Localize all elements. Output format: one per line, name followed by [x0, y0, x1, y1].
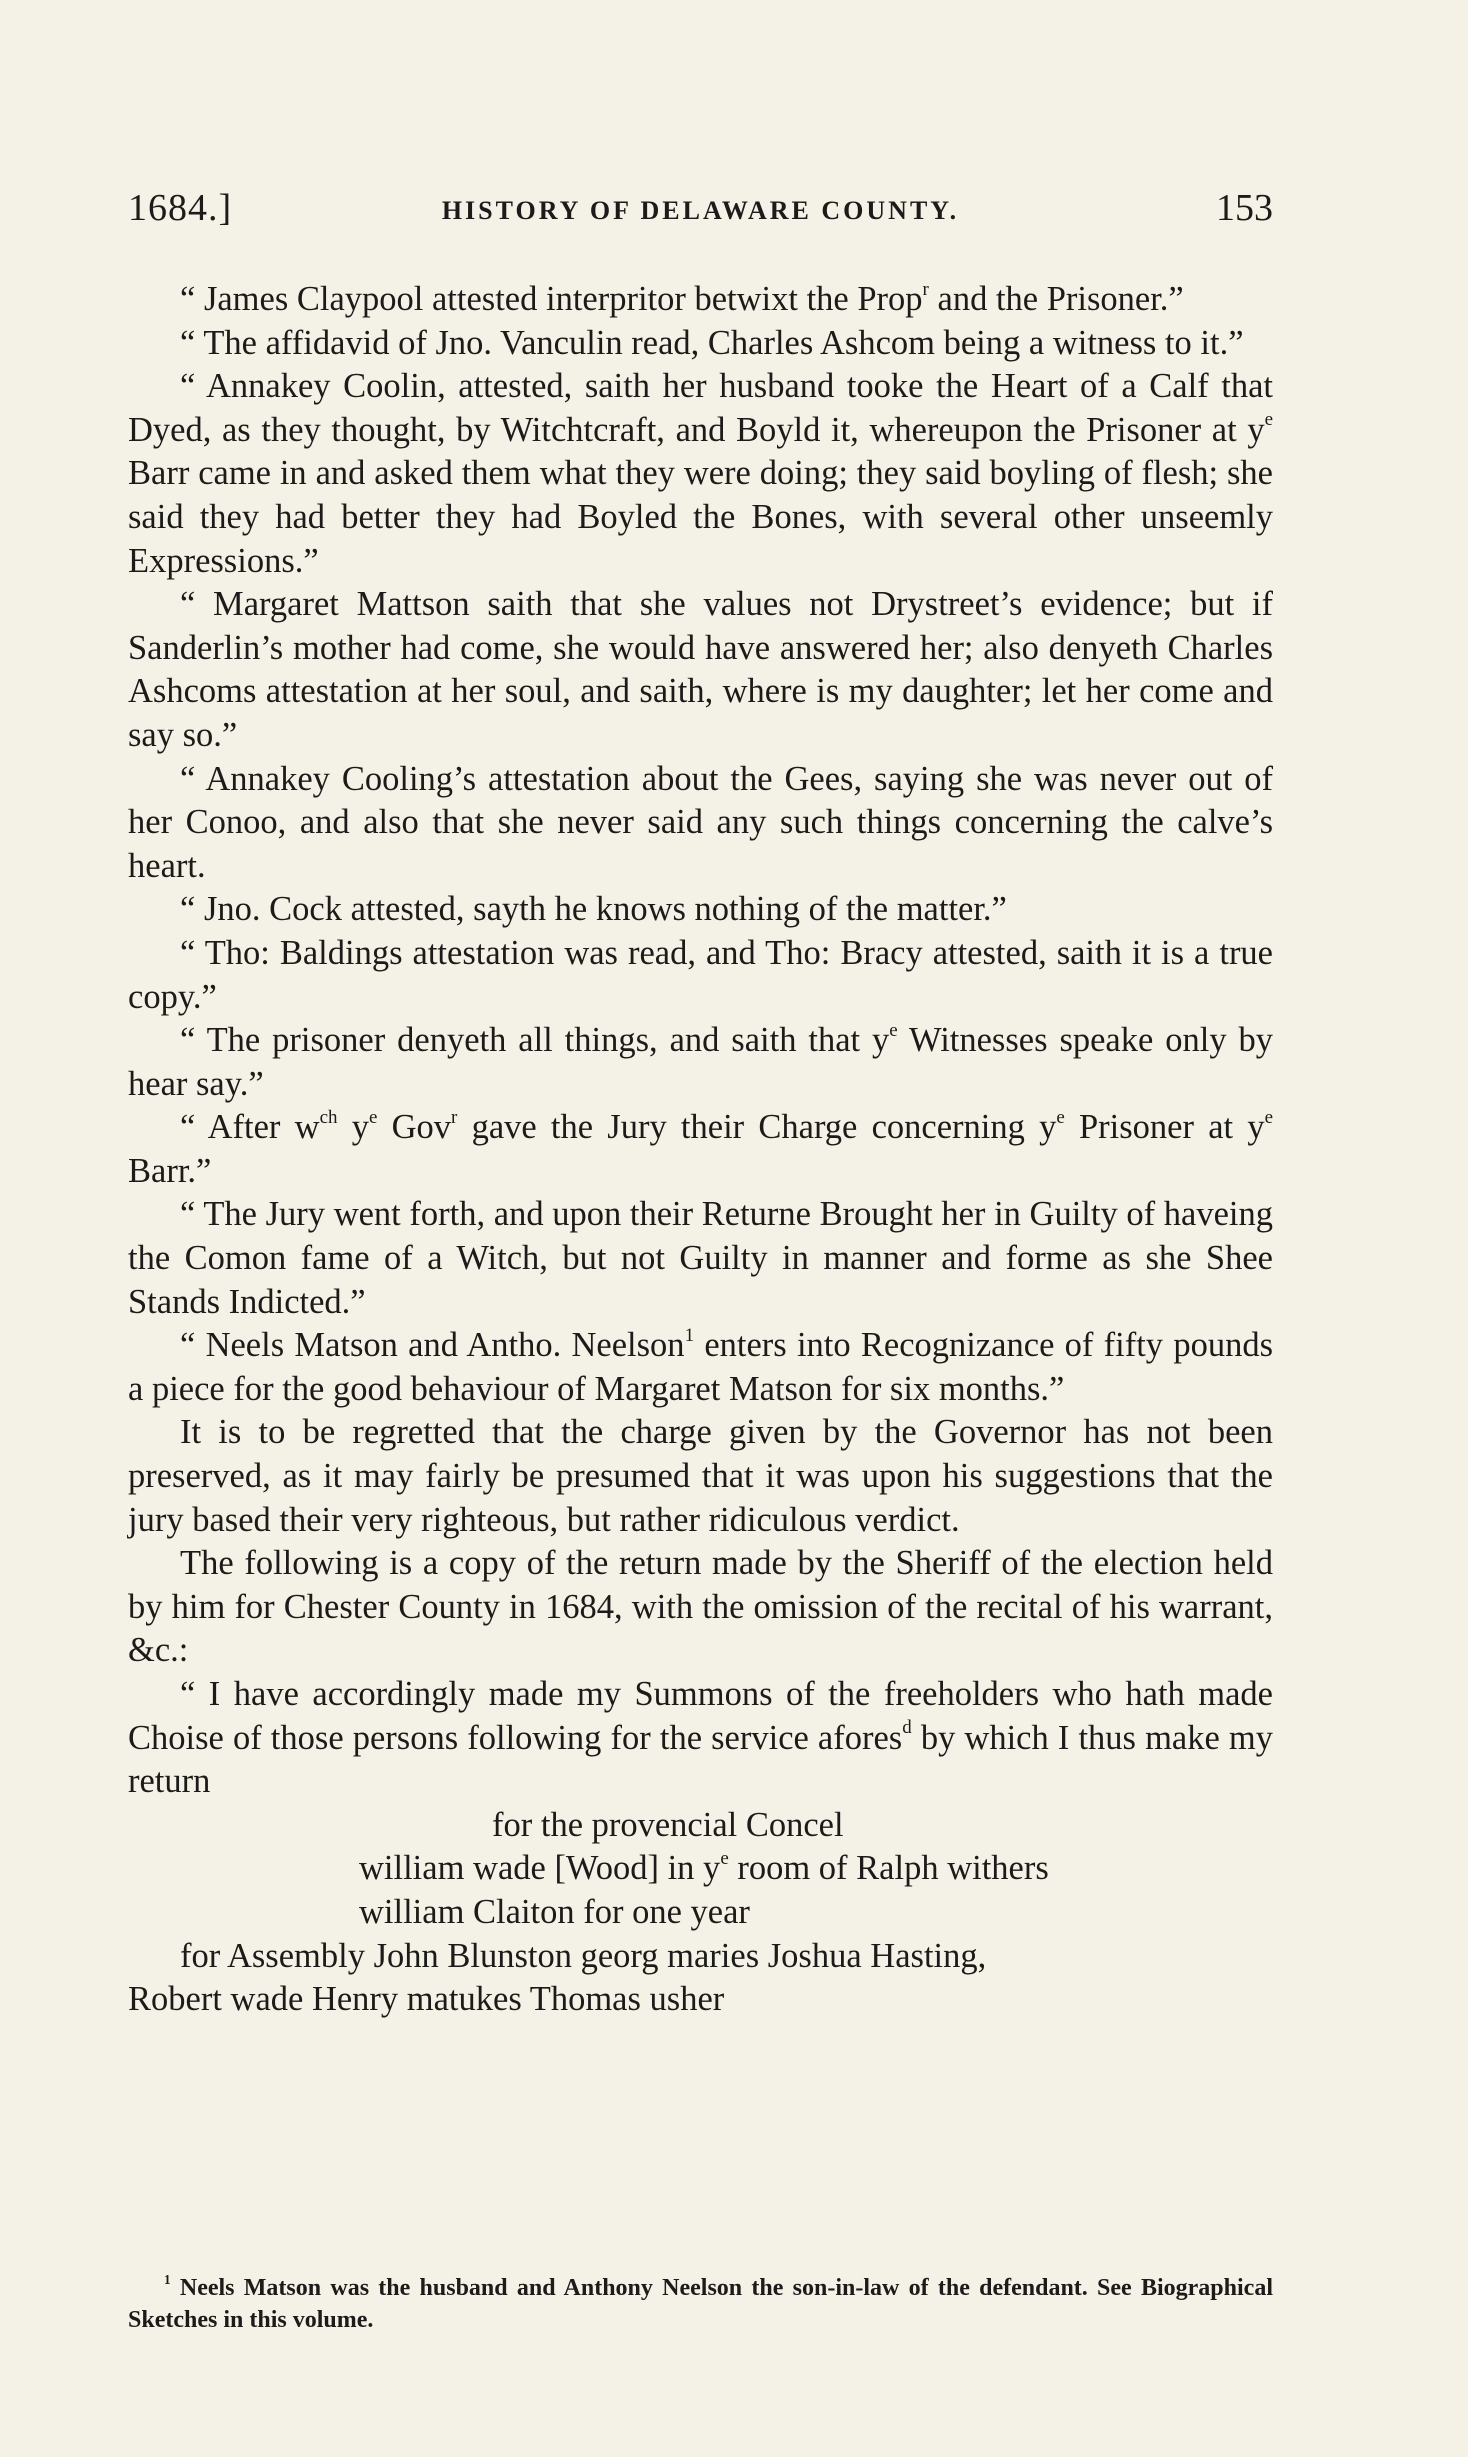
footnote — [128, 2272, 1273, 2336]
page-body — [128, 278, 1273, 2022]
paragraph-text: “ Annakey Coolin, attested, saith her husband tooke the Heart of a Calf that Dyed, as they thought, by Witchtcraft, and Boyld it, whereupon the Prisoner at y — [128, 367, 1273, 449]
superscript: r — [451, 1106, 458, 1128]
return-line-council-member-1 — [128, 1847, 1273, 1891]
paragraph-text: It is to be regretted that the charge given by the Governor has not been preserved, as it may fairly be presumed that it was upon his suggestions that the jury based their very righteous, but rather ridiculous verdict. — [128, 1413, 1273, 1539]
superscript: 1 — [684, 1324, 695, 1346]
superscript: r — [922, 278, 929, 300]
paragraph — [128, 278, 1273, 322]
paragraph — [128, 758, 1273, 889]
return-text: william wade [Wood] in y — [359, 1849, 721, 1888]
paragraph — [128, 1542, 1273, 1673]
paragraph — [128, 583, 1273, 757]
paragraph — [128, 932, 1273, 1019]
superscript: e — [1264, 1106, 1273, 1128]
header-title: HISTORY OF DELAWARE COUNTY. — [441, 196, 960, 225]
paragraph — [128, 1193, 1273, 1324]
paragraph-text: “ The prisoner denyeth all things, and saith that y — [180, 1021, 890, 1060]
paragraph — [128, 1324, 1273, 1411]
paragraph — [128, 888, 1273, 932]
paragraph — [128, 365, 1273, 583]
paragraph — [128, 1411, 1273, 1542]
paragraph-text: y — [337, 1108, 369, 1147]
return-line-assembly: for Assembly John Blunston georg maries Joshua Hasting, — [180, 1936, 987, 1975]
paragraph-text: “ Margaret Mattson saith that she values not Drystreet’s evidence; but if Sanderlin’s mother had come, she would have answered her; also denyeth Charles Ashcoms attestation at her soul, and saith, where is my daughter; let her come and say so.” — [128, 585, 1273, 754]
paragraph-text: Barr came in and asked them what they were doing; they said boyling of flesh; she said they had better they had Boyled the Bones, with several other unseemly Expressions.” — [128, 454, 1273, 580]
footnote-marker: 1 — [164, 2272, 171, 2288]
paragraph-text: gave the Jury their Charge concerning y — [457, 1108, 1057, 1147]
running-header — [128, 186, 1273, 246]
return-line-council-heading: for the provencial Concel — [492, 1805, 844, 1844]
superscript: e — [720, 1848, 729, 1870]
paragraph-text: “ Neels Matson and Antho. Neelson — [180, 1326, 685, 1365]
paragraph — [128, 1106, 1273, 1193]
paragraph-text: “ The affidavid of Jno. Vanculin read, Charles Ashcom being a witness to it.” — [180, 323, 1244, 362]
paragraph-text: enters into Recognizance of fifty pounds a piece for the good behaviour of Margaret Matson for six months.” — [128, 1326, 1273, 1408]
superscript: e — [368, 1106, 378, 1128]
paragraph-text: Barr.” — [128, 1151, 212, 1190]
page-number: 153 — [1216, 187, 1273, 229]
footnote-text: Neels Matson was the husband and Anthony Neelson the son-in-law of the defendant. See Biographical Sketches in this volume. — [128, 2275, 1273, 2333]
superscript: ch — [319, 1106, 338, 1128]
paragraph-text: “ James Claypool attested interpritor betwixt the Prop — [180, 280, 923, 318]
superscript: d — [902, 1717, 912, 1739]
return-line-assembly-cont: Robert wade Henry matukes Thomas usher — [128, 1980, 725, 2019]
paragraph-text: Prisoner at y — [1064, 1108, 1265, 1147]
header-year: 1684.] — [128, 187, 233, 229]
paragraph-text: Gov — [377, 1108, 452, 1147]
superscript: e — [1264, 409, 1273, 431]
superscript: e — [1056, 1106, 1065, 1128]
paragraph-text: by which I thus make my return — [128, 1718, 1273, 1801]
paragraph-text: and the Prisoner.” — [928, 280, 1184, 318]
paragraph-text: “ Tho: Baldings attestation was read, and Tho: Bracy attested, saith it is a true copy.” — [128, 933, 1273, 1016]
paragraph-text: “ I have accordingly made my Summons of the freeholders who hath made Choise of those persons following for the service afores — [128, 1675, 1273, 1757]
paragraph-text: “ Jno. Cock attested, sayth he knows nothing of the matter.” — [180, 890, 1007, 929]
superscript: e — [889, 1019, 898, 1041]
return-text: room of Ralph withers — [728, 1849, 1049, 1888]
paragraph-list — [128, 278, 1273, 1804]
paragraph-text: Witnesses speake only by hear say.” — [128, 1021, 1273, 1103]
return-line-council-member-2: william Claiton for one year — [359, 1892, 750, 1931]
paragraph — [128, 322, 1273, 366]
paragraph — [128, 1673, 1273, 1804]
paragraph — [128, 1019, 1273, 1106]
paragraph-text: “ Annakey Cooling’s attestation about the Gees, saying she was never out of her Conoo, and also that she never said any such things concerning the calve’s heart. — [128, 759, 1273, 885]
paragraph-text: “ After w — [180, 1108, 320, 1147]
paragraph-text: “ The Jury went forth, and upon their Returne Brought her in Guilty of haveing the Comon fame of a Witch, but not Guilty in manner and forme as she Shee Stands Indicted.” — [128, 1195, 1273, 1321]
paragraph-text: The following is a copy of the return made by the Sheriff of the election held by him for Chester County in 1684, with the omission of the recital of his warrant, &c.: — [128, 1544, 1273, 1670]
